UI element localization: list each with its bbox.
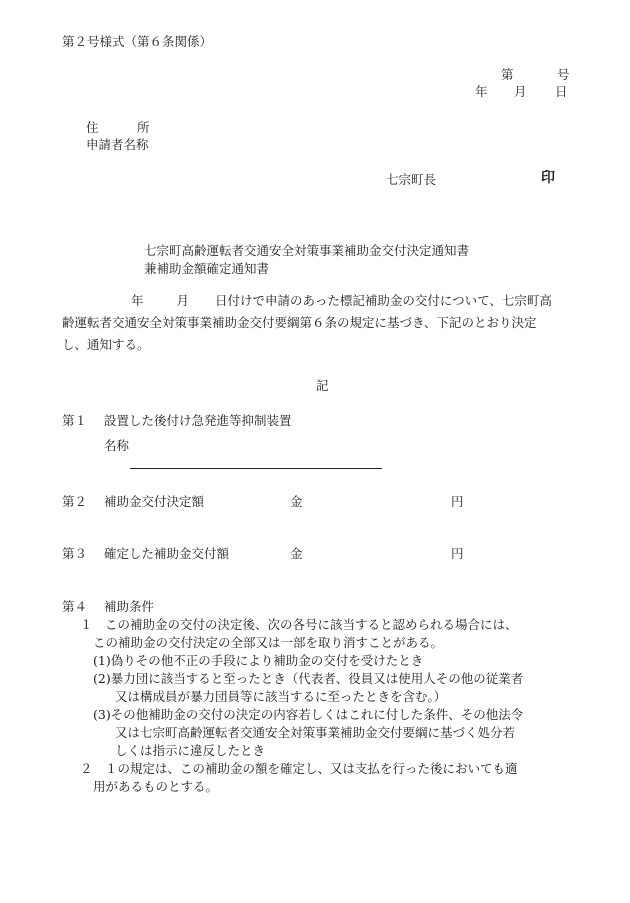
body-line1: 日付けで申請のあった標記補助金の交付について、七宗町高 <box>215 293 552 308</box>
doc-number-suffix: 号 <box>557 67 570 82</box>
applicant-name-label: 申請者名称 <box>86 137 149 152</box>
body-paragraph <box>62 290 582 356</box>
name-underline <box>130 468 382 469</box>
item3-label: 確定した補助金交付額 <box>104 546 230 561</box>
condition1-sub2-line2: 又は構成員が暴力団員等に該当するに至ったときを含む。） <box>115 689 447 704</box>
address-label-2: 所 <box>137 120 150 135</box>
condition1-line2: この補助金の交付決定の全部又は一部を取り消すことがある。 <box>93 635 444 650</box>
date-month: 月 <box>514 84 527 99</box>
body-date-year: 年 <box>131 293 144 308</box>
date-day: 日 <box>555 84 568 99</box>
item3-number: 第３ <box>62 546 88 561</box>
date-year: 年 <box>475 84 488 99</box>
item3-kin: 金 <box>290 546 303 561</box>
item1-label: 設置した後付け急発進等抑制装置 <box>104 413 292 428</box>
address-label-1: 住 <box>86 120 99 135</box>
condition2-line2: 用があるものとする。 <box>93 779 219 794</box>
item2-kin: 金 <box>290 494 303 509</box>
item2-label: 補助金交付決定額 <box>104 494 205 509</box>
document-title-line2: 兼補助金額確定通知書 <box>144 261 270 276</box>
item2-number: 第２ <box>62 494 88 509</box>
item4-number: 第４ <box>62 599 88 614</box>
item1-number: 第１ <box>62 413 88 428</box>
condition1-sub3-line2: 又は七宗町高齢運転者交通安全対策事業補助金交付要綱に基づく処分若 <box>115 725 516 740</box>
condition1-sub3-line1: (3)その他補助金の交付の決定の内容若しくはこれに付した条件、その他法令 <box>93 707 524 722</box>
doc-number-prefix: 第 <box>501 67 514 82</box>
body-line2: 齢運転者交通安全対策事業補助金交付要綱第６条の規定に基づき、下記のとおり決定 <box>62 315 537 330</box>
item1-name-label: 名称 <box>104 438 130 453</box>
ki-heading: 記 <box>316 378 329 393</box>
form-number: 第２号様式（第６条関係） <box>62 34 213 49</box>
item4-label: 補助条件 <box>104 599 155 614</box>
body-date-month: 月 <box>176 293 190 308</box>
condition1-sub2-line1: (2)暴力団に該当すると至ったとき（代表者、役員又は使用人その他の従業者 <box>93 671 524 686</box>
condition1-line1: １ この補助金の交付の決定後、次の各号に該当すると認められる場合には、 <box>80 617 518 632</box>
seal-mark: 印 <box>541 170 555 186</box>
body-line3: し、通知する。 <box>62 337 150 352</box>
condition2-line1: ２ １の規定は、この補助金の額を確定し、又は支払を行った後においても適 <box>80 761 518 776</box>
item2-yen: 円 <box>451 494 464 509</box>
condition1-sub1: (1)偽りその他不正の手段により補助金の交付を受けたとき <box>93 653 424 668</box>
item3-yen: 円 <box>451 546 464 561</box>
document-title-line1: 七宗町高齢運転者交通安全対策事業補助金交付決定通知書 <box>144 243 470 258</box>
issuer-name: 七宗町長 <box>386 172 437 187</box>
condition1-sub3-line3: しくは指示に違反したとき <box>115 743 266 758</box>
